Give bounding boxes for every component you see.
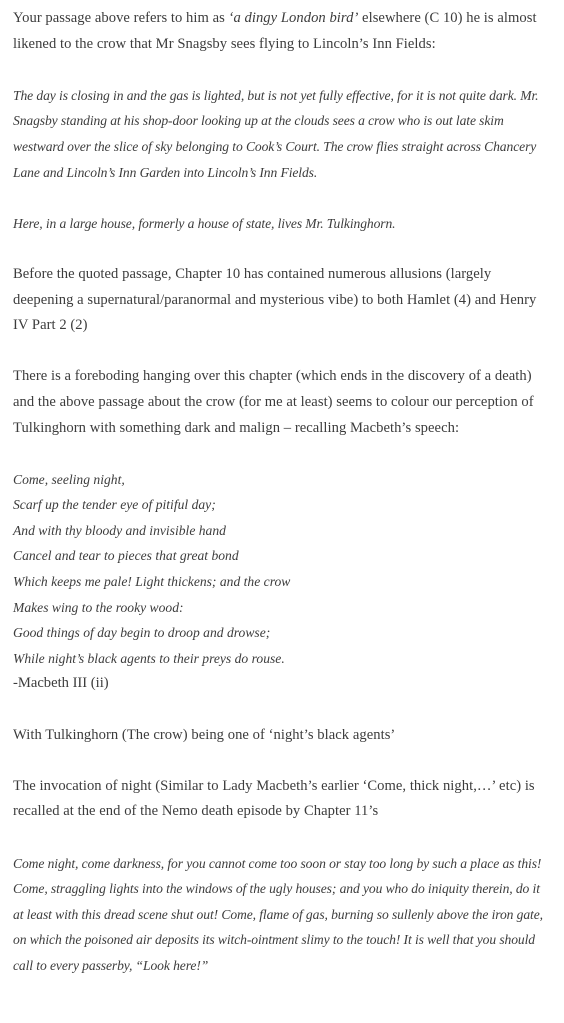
macbeth-verse [13,467,553,697]
verse-line: Good things of day begin to droop and drowse; [13,625,271,641]
paragraph-intro [13,6,553,57]
quote-chapter-11: Come night, come darkness, for you cannot come too soon or stay too long by such a place as this! Come, straggling lights into the windows of the ugly houses; and you who do iniquity therein, do it at least with this dread scene shut out! Come, flame of gas, burning so sullenly above the iron gate, on which the poisoned air deposits its witch-ointment slimy to the touch! It is well that you should call to every passerby, “Look here!” [13,855,543,973]
quote-tulkinghorn-house: Here, in a large house, formerly a house of state, lives Mr. Tulkinghorn. [13,215,396,231]
quote-snagsby-crow: The day is closing in and the gas is lighted, but is not yet fully effective, for it is not quite dark. Mr. Snagsby standing at his shop-door looking up at the clouds sees a crow who is out late skim westward over the slice of sky belonging to Cook’s Court. The crow flies straight across Chancery Lane and Lincoln’s Inn Garden into Lincoln’s Inn Fields. [13,87,539,180]
intro-text-end: elsewhere (C 10) he is almost likened to the crow that Mr Snagsby sees flying to Lincoln’s Inn Fields: [13,10,537,52]
verse-line: And with thy bloody and invisible hand [13,522,226,538]
verse-source: -Macbeth III (ii) [13,675,109,692]
paragraph-foreboding: There is a foreboding hanging over this chapter (which ends in the discovery of a death) and the above passage about the crow (for me at least) seems to colour our perception of Tulkinghorn with something dark and malign – recalling Macbeth’s speech: [13,368,534,436]
paragraph-night-agents: With Tulkinghorn (The crow) being one of ‘night’s black agents’ [13,726,396,743]
paragraph-allusions: Before the quoted passage, Chapter 10 has contained numerous allusions (largely deepening a supernatural/paranormal and mysterious vibe) to both Hamlet (4) and Henry IV Part 2 (2) [13,265,537,334]
verse-line: Cancel and tear to pieces that great bond [13,548,239,564]
verse-line: Come, seeling night, [13,471,125,487]
verse-line: While night’s black agents to their preys do rouse. [13,650,285,666]
intro-quoted-phrase: ‘a dingy London bird’ [228,10,359,26]
verse-line: Scarf up the tender eye of pitiful day; [13,497,216,513]
verse-line: Makes wing to the rooky wood: [13,599,184,615]
intro-text-start: Your passage above refers to him as [13,10,229,26]
paragraph-invocation: The invocation of night (Similar to Lady Macbeth’s earlier ‘Come, thick night,…’ etc) is recalled at the end of the Nemo death episode by Chapter 11’s [13,777,535,820]
verse-line: Which keeps me pale! Light thickens; and the crow [13,574,291,590]
article-body [13,6,553,1004]
